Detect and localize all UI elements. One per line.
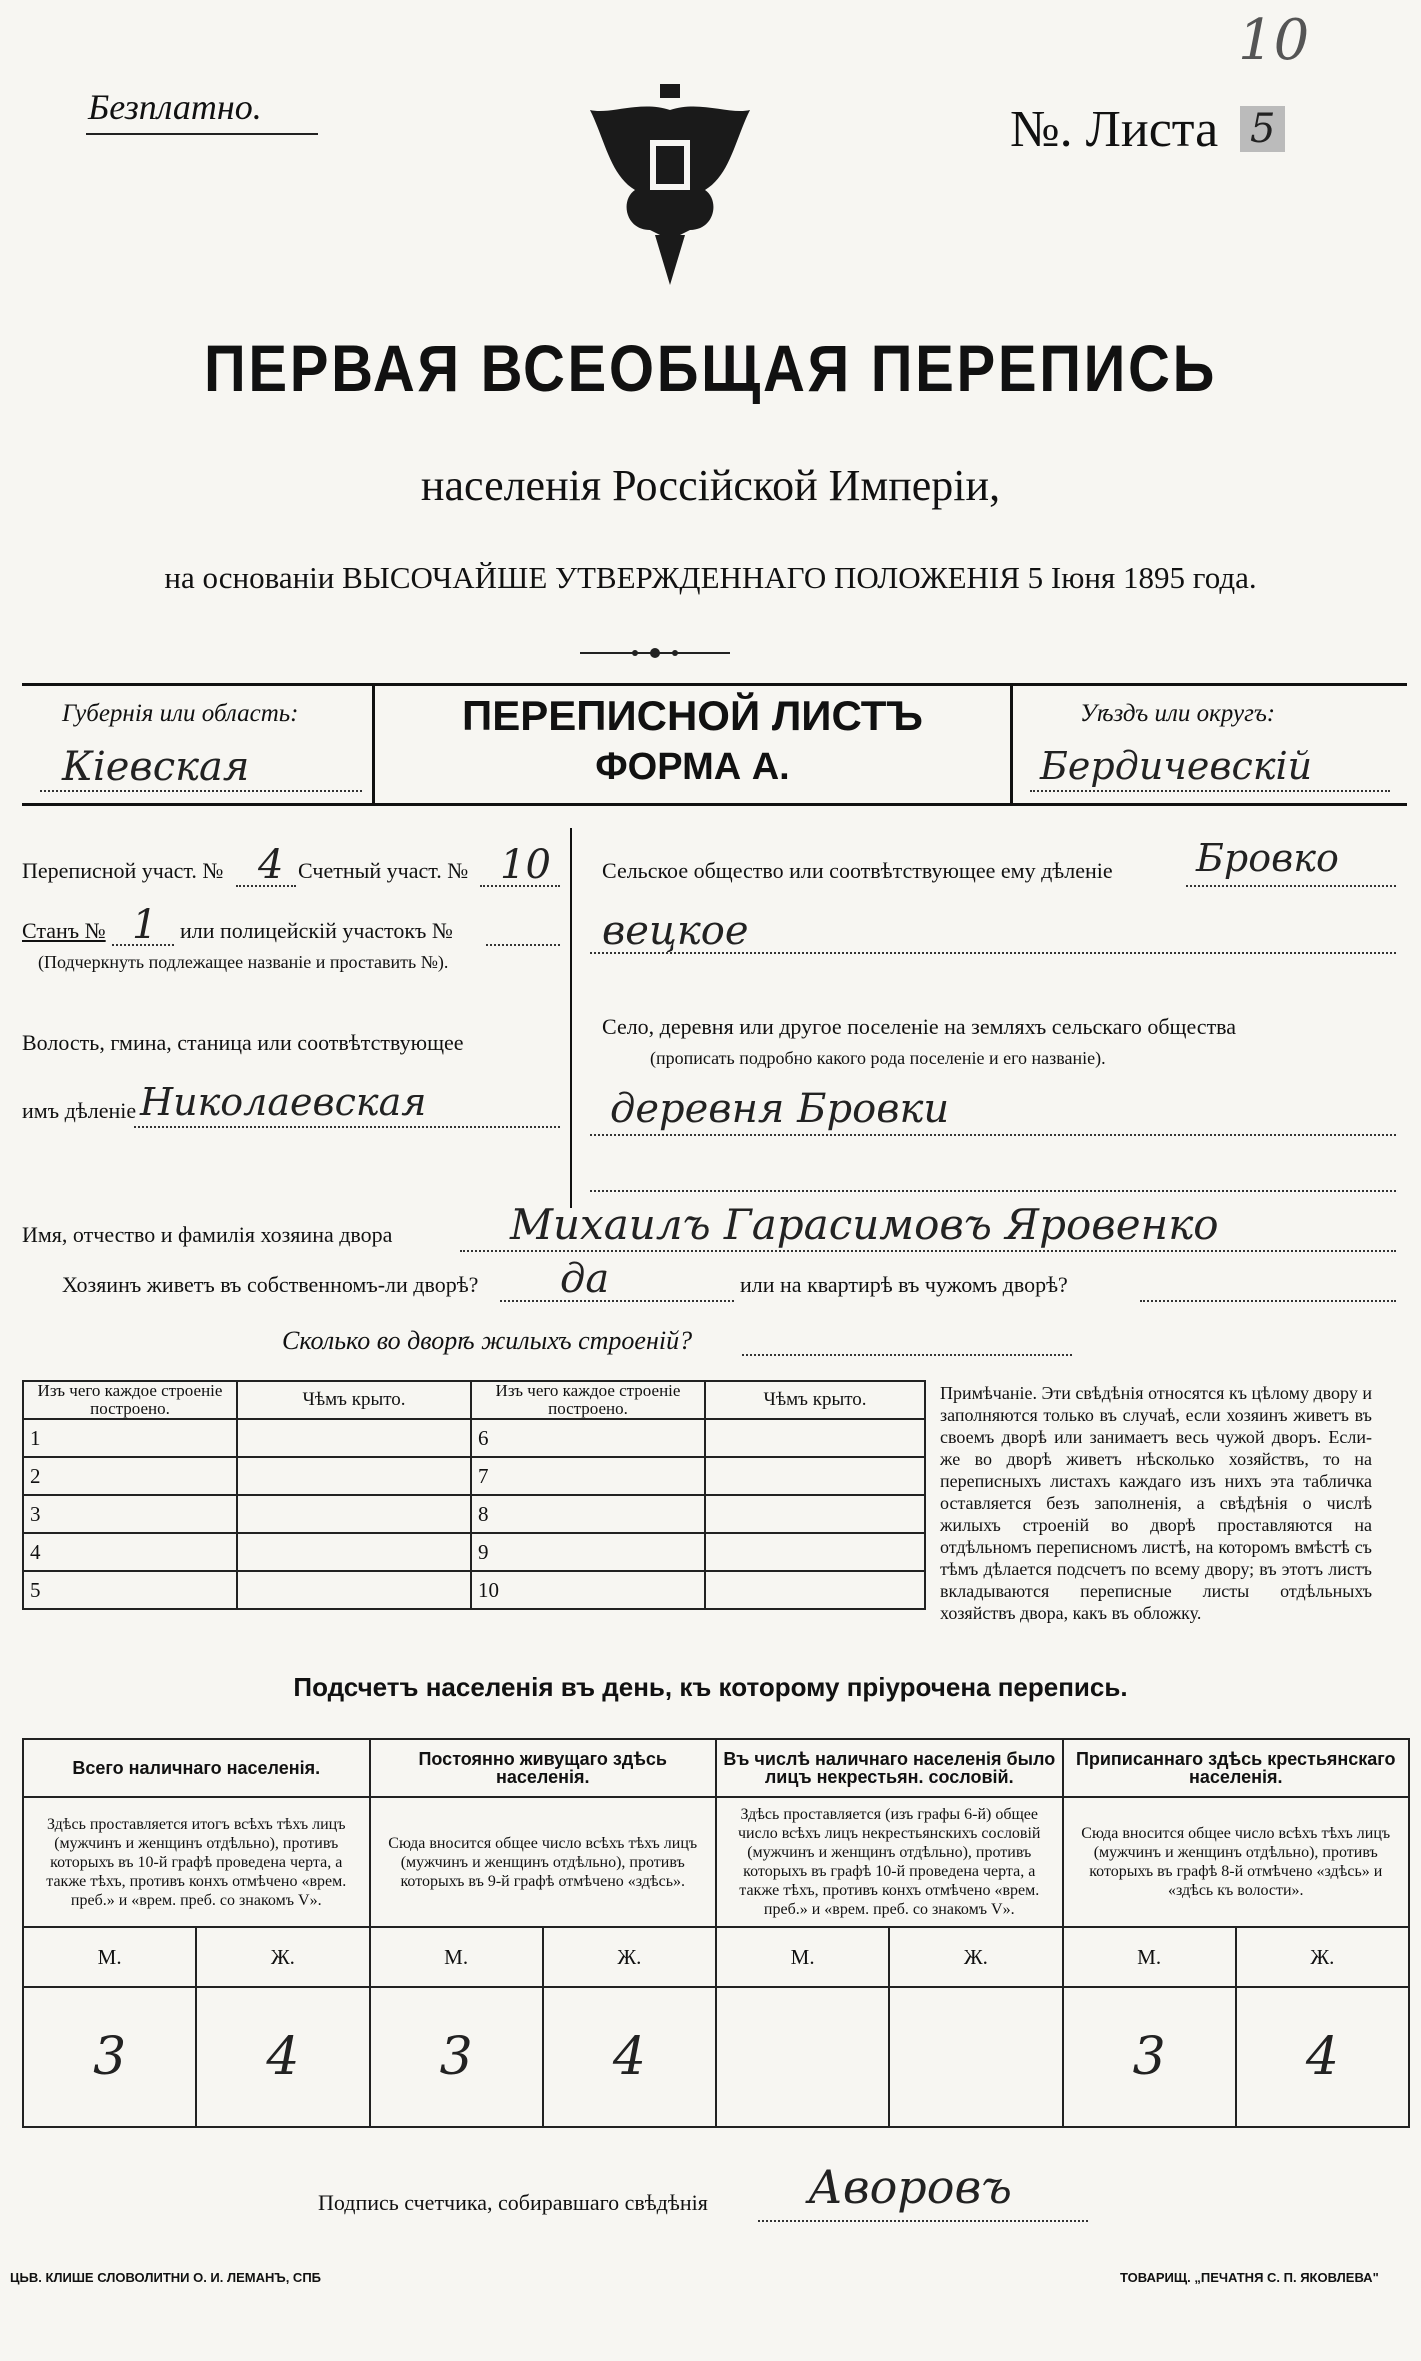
count-col-assigned: Приписаннаго здѣсь крестьянскаго населенія.	[1063, 1739, 1410, 1797]
footer-left: ЦЬВ. КЛИШЕ СЛОВОЛИТНИ О. И. ЛЕМАНЪ, СПБ	[10, 2270, 322, 2285]
count-desc-assigned: Сюда вносится общее число всѣхъ тѣхъ лицъ (мужчинъ и женщинъ отдѣльно), противъ которыхъ въ графѣ 8-й отмѣчено «здѣсь» и «здѣсь къ волости».	[1063, 1797, 1410, 1927]
uch-line	[236, 885, 296, 887]
table-row: 1	[23, 1419, 237, 1457]
kvartira-label: или на квартирѣ въ чужомъ дворѣ?	[740, 1272, 1068, 1297]
table-row: 9	[471, 1533, 705, 1571]
stan-value: 1	[132, 902, 158, 948]
count-m-header: М.	[1063, 1927, 1236, 1987]
selsk-line	[1186, 885, 1396, 887]
selo-line-2	[590, 1190, 1396, 1192]
count-zh-header: Ж.	[1236, 1927, 1409, 1987]
form-title: ПЕРЕПИСНОЙ ЛИСТЪ	[462, 692, 923, 739]
selsk-value: Бровко	[1196, 836, 1339, 880]
footer-right: ТОВАРИЩ. „ПЕЧАТНЯ С. П. ЯКОВЛЕВА"	[1120, 2270, 1379, 2285]
police-label: или полицейскій участокъ №	[180, 918, 453, 943]
uezd-value: Бердичевскій	[1040, 744, 1313, 788]
count-table	[22, 1738, 1410, 2128]
volost-label-2: имъ дѣленіе	[22, 1098, 137, 1123]
table-row: 3	[23, 1495, 237, 1533]
stan-label: Станъ №	[22, 918, 106, 943]
volost-label: Волость, гмина, станица или соотвѣтствующее	[22, 1030, 464, 1055]
basis-line: на основаніи ВЫСОЧАЙШЕ УТВЕРЖДЕННАГО ПОЛОЖЕНІЯ 5 Іюня 1895 года.	[164, 560, 1257, 595]
selo-note: (прописать подробно какого рода поселеніе и его названіе).	[650, 1048, 1106, 1068]
police-line	[486, 944, 560, 946]
build-col-roof: Чѣмъ крыто.	[237, 1381, 471, 1419]
gubernia-label: Губернія или область:	[62, 700, 299, 727]
uch-label: Переписной участ. №	[22, 858, 224, 883]
table-row: 8	[471, 1495, 705, 1533]
lives-label: Хозяинъ живетъ въ собственномъ-ли дворѣ?	[62, 1272, 479, 1297]
lives-line	[500, 1300, 734, 1302]
owner-line	[460, 1250, 1396, 1252]
volost-value: Николаевская	[140, 1080, 427, 1124]
signature-label: Подпись счетчика, собиравшаго свѣдѣнія	[318, 2190, 708, 2215]
count-value: 3	[1063, 1987, 1236, 2127]
signature-line	[758, 2220, 1088, 2222]
count-m-header: М.	[716, 1927, 889, 1987]
selo-line	[590, 1134, 1396, 1136]
table-row: 7	[471, 1457, 705, 1495]
lives-value: да	[560, 1256, 610, 1302]
underline-note: (Подчеркнуть подлежащее названіе и проставить №).	[38, 952, 449, 972]
count-value: 4	[1236, 1987, 1409, 2127]
gubernia-line	[40, 790, 362, 792]
build-col-material: Изъ чего каждое строеніе построено.	[23, 1381, 237, 1419]
field-divider	[570, 828, 572, 1208]
table-row: 10	[471, 1571, 705, 1609]
page-title: ПЕРВАЯ ВСЕОБЩАЯ ПЕРЕПИСЬ	[204, 331, 1217, 405]
count-value: 3	[370, 1987, 543, 2127]
schet-line	[480, 885, 560, 887]
banner-left-box-right	[372, 683, 375, 805]
corner-number: 10	[1238, 8, 1310, 73]
uezd-label: Уѣздъ или округъ:	[1080, 700, 1276, 727]
count-value	[716, 1987, 889, 2127]
coat-of-arms-icon	[580, 80, 760, 290]
kvartira-line	[1140, 1300, 1396, 1302]
free-stamp: Безплатно.	[88, 87, 262, 127]
count-col-non-peasant: Въ числѣ наличнаго населенія было лицъ некрестьян. сословій.	[716, 1739, 1063, 1797]
count-desc-total: Здѣсь проставляется итогъ всѣхъ тѣхъ лицъ (мужчинъ и женщинъ отдѣльно), противъ которыхъ въ 10-й графѣ проведена черта, а также тѣхъ, противъ конхъ отмѣчено «врем. преб.» и «врем. преб. со знакомъ V».	[23, 1797, 370, 1927]
free-underline	[86, 133, 318, 135]
count-value: 4	[196, 1987, 369, 2127]
schet-label: Счетный участ. №	[298, 858, 469, 883]
count-col-total: Всего наличнаго населенія.	[23, 1739, 370, 1797]
selsk-value-2: вецкое	[602, 908, 749, 954]
schet-value: 10	[500, 842, 551, 888]
banner-bottom-rule	[22, 803, 1407, 806]
uezd-line	[1030, 790, 1390, 792]
table-row: 2	[23, 1457, 237, 1495]
table-row: 4	[23, 1533, 237, 1571]
selo-label: Село, деревня или другое поселеніе на земляхъ сельскаго общества	[602, 1014, 1237, 1039]
count-desc-permanent: Сюда вносится общее число всѣхъ тѣхъ лицъ (мужчинъ и женщинъ отдѣльно), противъ которыхъ въ 9-й графѣ отмѣчено «здѣсь».	[370, 1797, 717, 1927]
page-subtitle: населенія Россійской Имперіи,	[420, 461, 1001, 510]
owner-value: Михаилъ Гарасимовъ Яровенко	[510, 1200, 1219, 1249]
count-col-permanent: Постоянно живущаго здѣсь населенія.	[370, 1739, 717, 1797]
buildings-label: Сколько во дворѣ жилыхъ строеній?	[282, 1326, 693, 1355]
selsk-line-2	[590, 952, 1396, 954]
count-value: 4	[543, 1987, 716, 2127]
volost-line	[134, 1126, 560, 1128]
build-col-roof-2: Чѣмъ крыто.	[705, 1381, 925, 1419]
count-value: 3	[23, 1987, 196, 2127]
selsk-label: Сельское общество или соотвѣтствующее ему дѣленіе	[602, 858, 1113, 883]
table-row: 6	[471, 1419, 705, 1457]
count-zh-header: Ж.	[543, 1927, 716, 1987]
table-row: 5	[23, 1571, 237, 1609]
banner-right-box-left	[1010, 683, 1013, 805]
count-m-header: М.	[370, 1927, 543, 1987]
selo-value: деревня Бровки	[610, 1086, 950, 1132]
count-title: Подсчетъ населенія въ день, къ которому пріурочена перепись.	[293, 1672, 1128, 1702]
count-desc-non-peasant: Здѣсь проставляется (изъ графы 6-й) общее число всѣхъ лицъ некрестьянскихъ сословій (мужчинъ и женщинъ отдѣльно), противъ которыхъ въ графѣ 10-й проведена черта, а также тѣхъ, противъ конхъ отмѣчено «врем. преб.» и «врем. преб. со знакомъ V».	[716, 1797, 1063, 1927]
uch-value: 4	[258, 842, 284, 888]
form-subtitle: ФОРМА А.	[595, 746, 790, 788]
build-col-material-2: Изъ чего каждое строеніе построено.	[471, 1381, 705, 1419]
signature-value: Аворовъ	[808, 2160, 1012, 2214]
owner-label: Имя, отчество и фамилія хозяина двора	[22, 1222, 393, 1247]
buildings-table	[22, 1380, 926, 1610]
count-zh-header: Ж.	[196, 1927, 369, 1987]
note-text: Примѣчаніе. Эти свѣдѣнія относятся къ цѣлому двору и заполняются только въ случаѣ, если хозяинъ живетъ въ своемъ дворѣ или занимаетъ весь чужой дворъ. Если-же во дворѣ живетъ нѣсколько хозяйствъ, то на переписныхъ листахъ каждаго изъ нихъ эта табличка оставляется безъ заполненія, а свѣдѣнія о числѣ жилыхъ строеній во дворѣ проставляются на отдѣльномъ переписномъ листѣ, на которомъ вмѣстѣ съ тѣмъ дѣлается подсчетъ по всему двору; въ этотъ листъ вкладываются переписные листы отдѣльныхъ хозяйствъ двора, какъ въ обложку.	[940, 1383, 1372, 1623]
banner-top-rule	[22, 683, 1407, 686]
count-value	[889, 1987, 1062, 2127]
ornament-divider	[580, 646, 730, 658]
count-zh-header: Ж.	[889, 1927, 1062, 1987]
sheet-number-label: №. Листа	[1010, 101, 1219, 158]
buildings-line	[742, 1354, 1072, 1356]
count-m-header: М.	[23, 1927, 196, 1987]
gubernia-value: Кіевская	[62, 744, 250, 790]
sheet-number-value: 5	[1240, 106, 1285, 152]
stan-line	[112, 944, 174, 946]
